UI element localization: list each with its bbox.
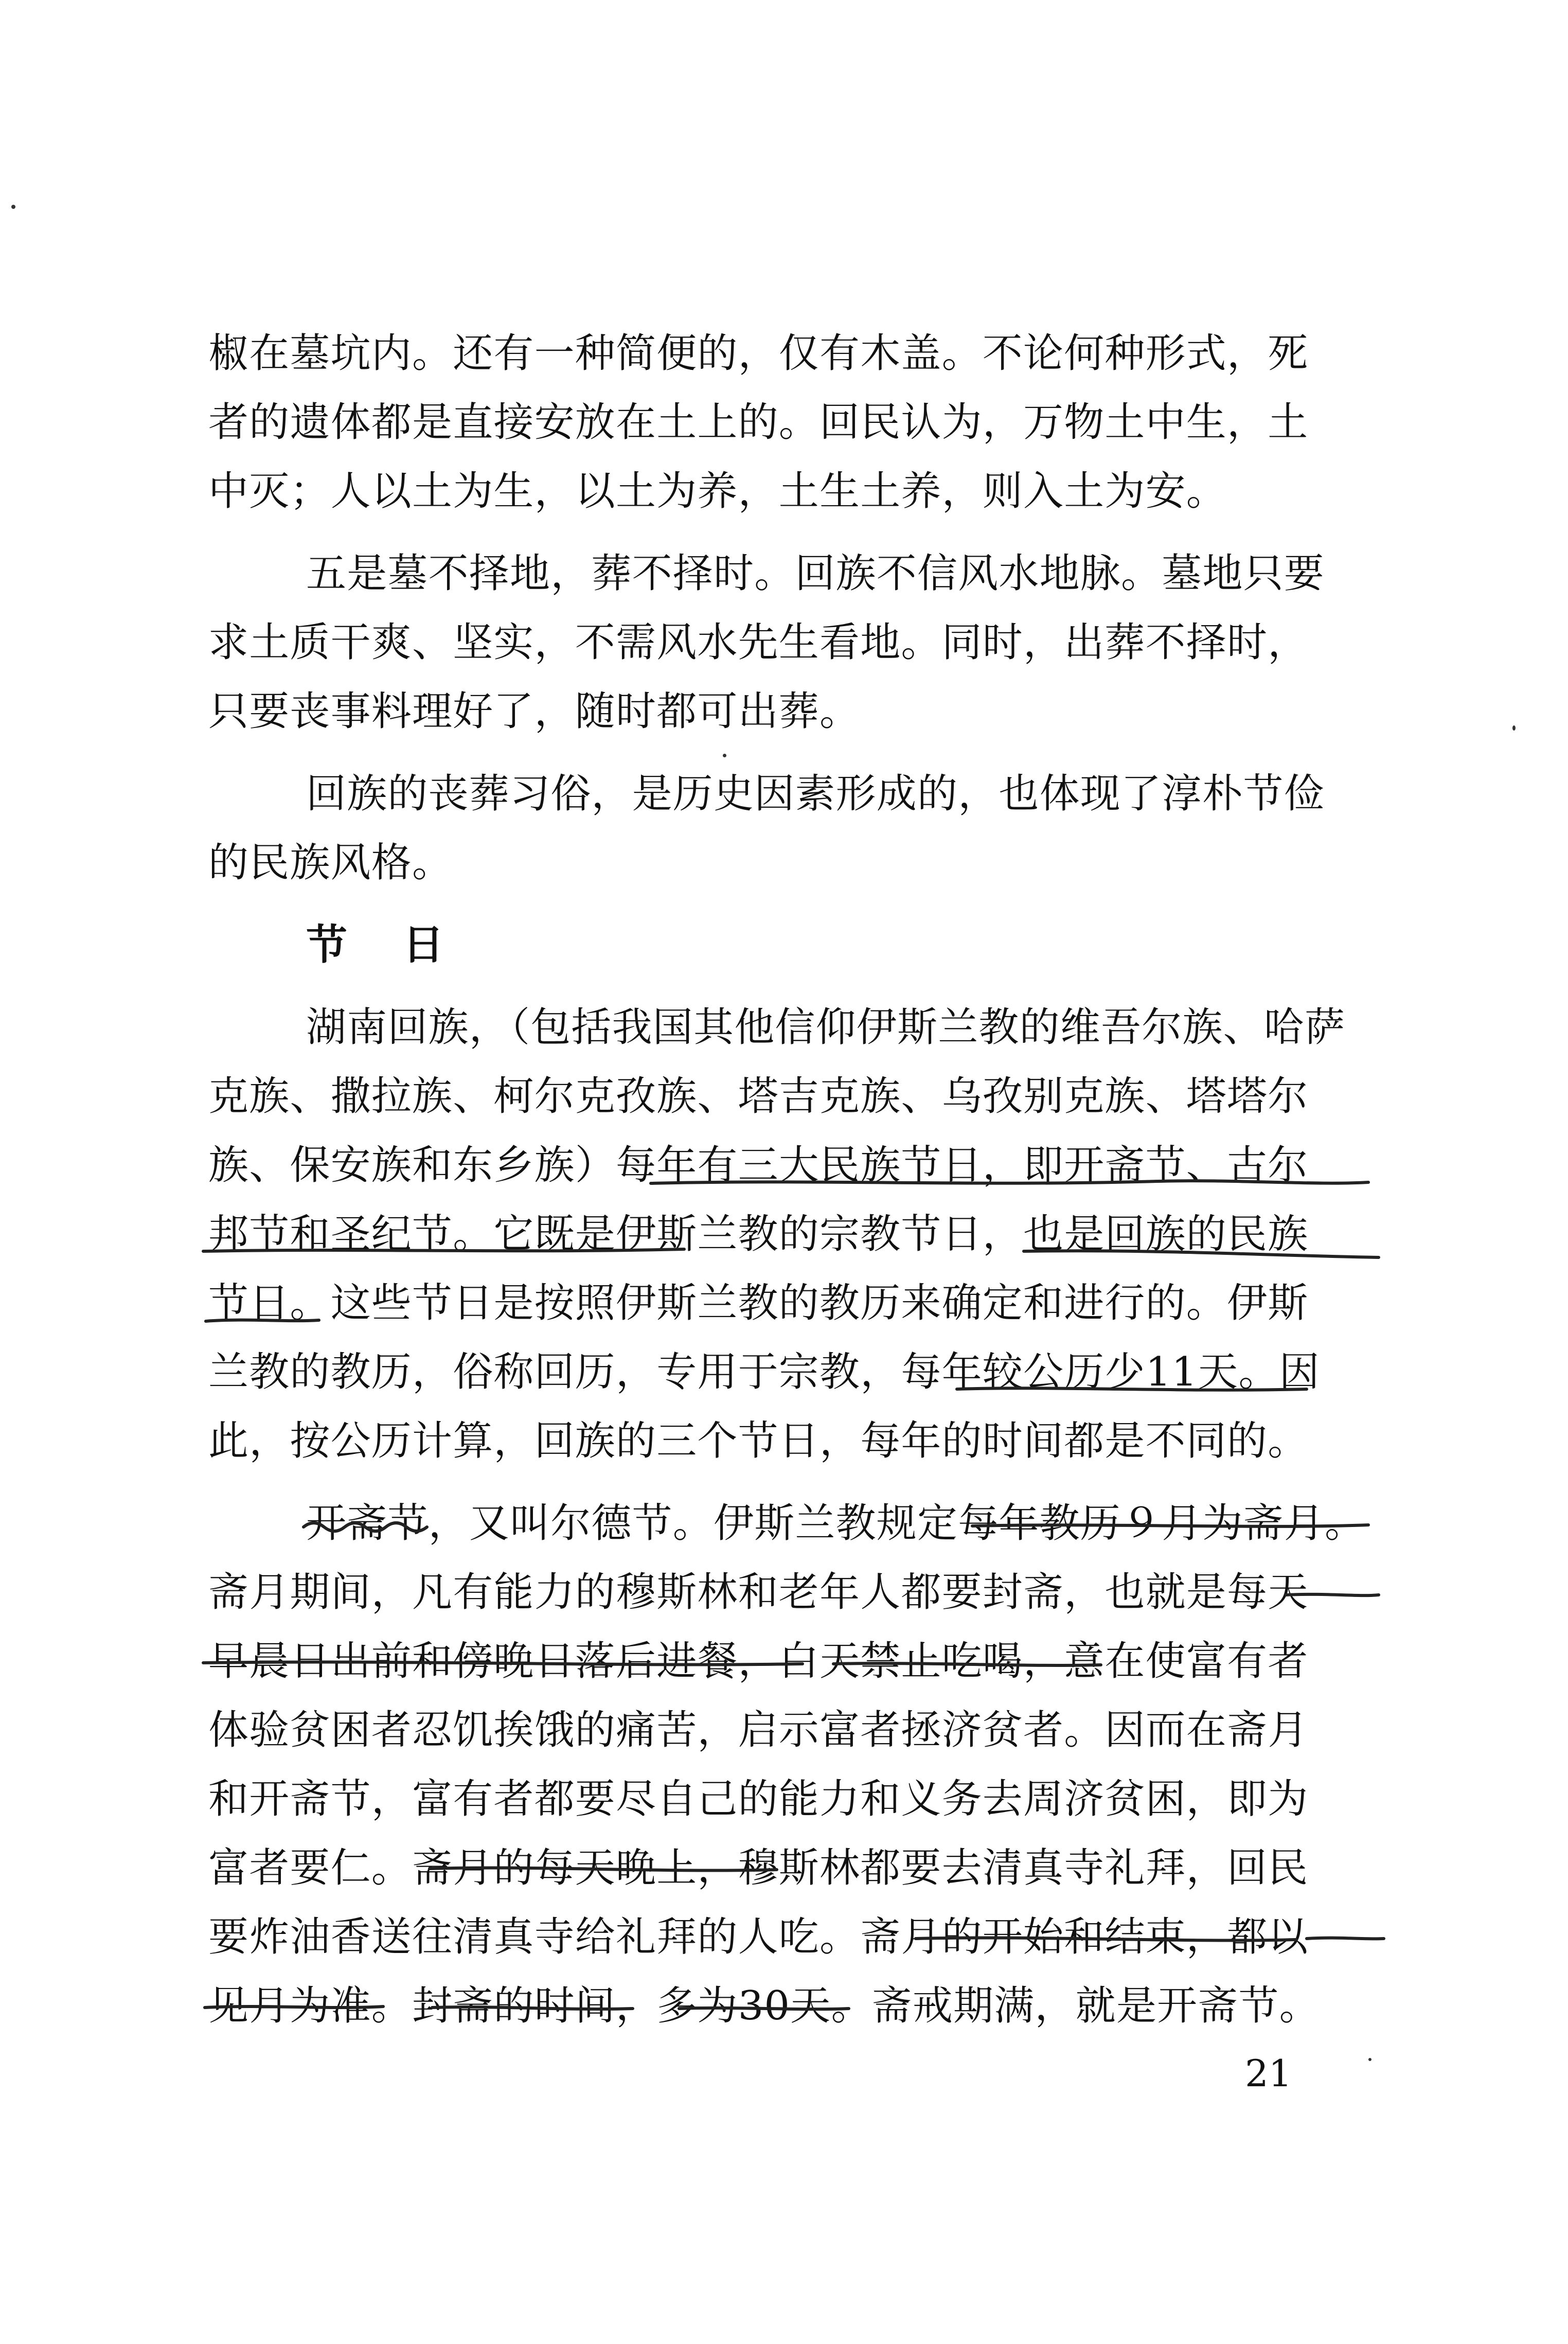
text-line: 邦节和圣纪节。它既是伊斯兰教的宗教节日，也是回族的民族 <box>208 1211 1309 1257</box>
scan-speck <box>1368 2058 1371 2061</box>
paragraph-eid-al-fitr <box>208 1489 1392 2040</box>
paragraph-festivals-intro <box>208 993 1392 1476</box>
text-line: 的民族风格。 <box>208 840 453 886</box>
paragraph-funeral-custom <box>208 759 1392 897</box>
paragraph-burial-form <box>208 319 1392 526</box>
text-line: 和开斋节，富有者都要尽自己的能力和义务去周济贫困，即为 <box>208 1776 1309 1822</box>
text-line: 湖南回族，（包括我国其他信仰伊斯兰教的维吾尔族、哈萨 <box>306 1004 1346 1051</box>
text-line: 克族、撒拉族、柯尔克孜族、塔吉克族、乌孜别克族、塔塔尔 <box>208 1073 1309 1120</box>
paragraph-burial-site <box>208 539 1392 746</box>
text-line: 此，按公历计算，回族的三个节日，每年的时间都是不同的。 <box>208 1418 1309 1464</box>
text-line: 见月为准。封斋的时间，多为30天。斋戒期满，就是开斋节。 <box>208 1983 1320 2029</box>
section-heading: 节 日 <box>306 921 465 969</box>
text-line: 椒在墓坑内。还有一种简便的，仅有木盖。不论何种形式，死 <box>208 330 1309 377</box>
page-number: 21 <box>1245 2052 1292 2095</box>
text-line: 求土质干爽、坚实，不需风水先生看地。同时，出葬不择时， <box>208 619 1309 666</box>
text-line: 富者要仁。斋月的每天晚上，穆斯林都要去清真寺礼拜，回民 <box>208 1845 1309 1891</box>
text-line: 开斋节，又叫尔德节。伊斯兰教规定每年教历９月为斋月。 <box>306 1500 1366 1547</box>
body-text <box>208 319 1392 2040</box>
text-line: 者的遗体都是直接安放在土上的。回民认为，万物土中生，土 <box>208 399 1309 446</box>
text-line: 中灭；人以土为生，以土为养，土生土养，则入土为安。 <box>208 468 1227 514</box>
scan-speck <box>11 205 15 209</box>
text-line: 节日。这些节日是按照伊斯兰教的教历来确定和进行的。伊斯 <box>208 1280 1309 1326</box>
text-line: 体验贫困者忍饥挨饿的痛苦，启示富者拯济贫者。因而在斋月 <box>208 1707 1309 1753</box>
scan-speck <box>1512 725 1516 731</box>
text-line: 兰教的教历，俗称回历，专用于宗教，每年较公历少11天。因 <box>208 1349 1320 1395</box>
text-line: 只要丧事料理好了，随时都可出葬。 <box>208 688 861 735</box>
text-line: 斋月期间，凡有能力的穆斯林和老年人都要封斋，也就是每天 <box>208 1569 1309 1615</box>
scan-speck <box>723 754 726 757</box>
text-line: 回族的丧葬习俗，是历史因素形成的，也体现了淳朴节俭 <box>306 771 1325 817</box>
text-line: 早晨日出前和傍晚日落后进餐，白天禁止吃喝，意在使富有者 <box>208 1638 1309 1684</box>
text-line: 族、保安族和东乡族）每年有三大民族节日，即开斋节、古尔 <box>208 1142 1309 1188</box>
text-line: 要炸油香送往清真寺给礼拜的人吃。斋月的开始和结束，都以 <box>208 1914 1309 1960</box>
text-line: 五是墓不择地，葬不择时。回族不信风水地脉。墓地只要 <box>306 551 1325 597</box>
